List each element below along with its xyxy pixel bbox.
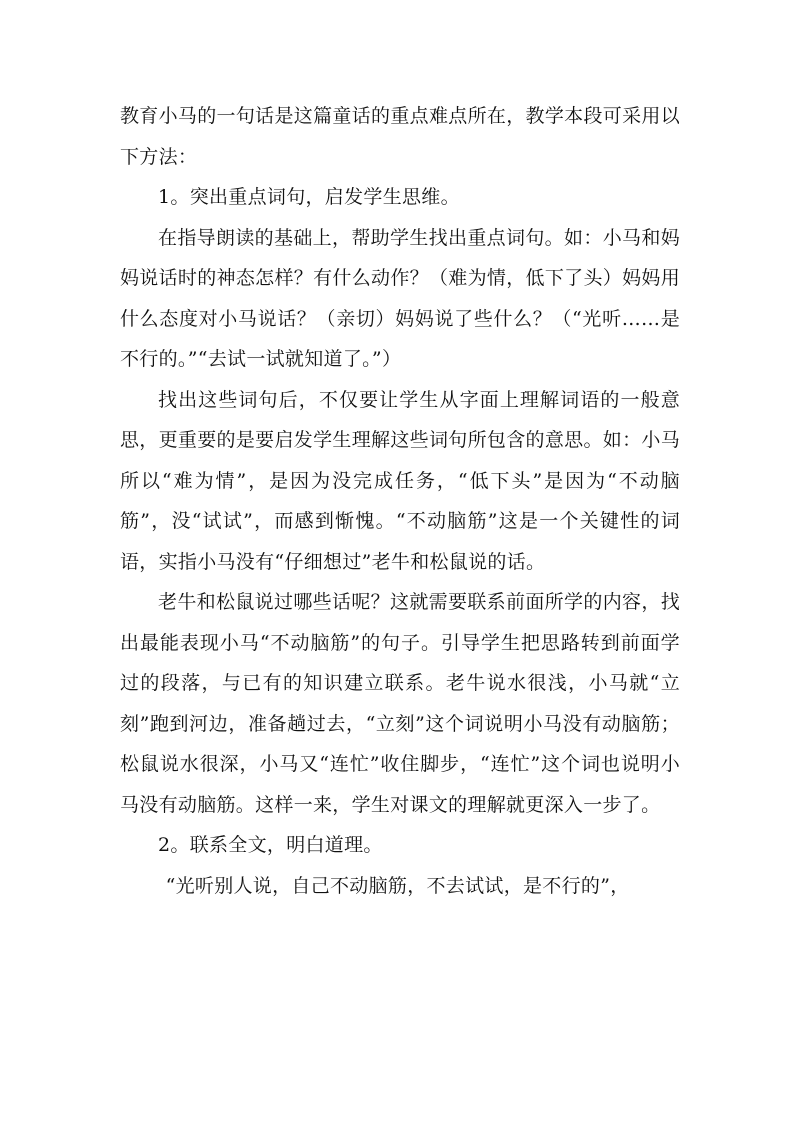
paragraph-method-1-heading: 1。突出重点词句，启发学生思维。 <box>158 186 460 208</box>
paragraph-context-link: 老牛和松鼠说过哪些话呢？这就需要联系前面所学的内容，找出最能表现小马“不动脑筋”的句子。引导学生把思路转到前面学过的段落，与已有的知识建立联系。老牛说水很浅，小马就“立刻”跑到河边，准备趟过去，“立刻”这个词说明小马没有动脑筋；松鼠说水很深，小马又“连忙”收住脚步，“连忙”这个词也说明小马没有动脑筋。这样一来，学生对课文的理解就更深入一步了。 <box>120 591 680 816</box>
paragraph-method-2-heading: 2。联系全文，明白道理。 <box>158 834 383 856</box>
document-body <box>120 96 680 906</box>
paragraph-intro: 教育小马的一句话是这篇童话的重点难点所在，教学本段可采用以下方法： <box>120 105 680 168</box>
paragraph-guided-reading: 在指导朗读的基础上，帮助学生找出重点词句。如：小马和妈妈说话时的神态怎样？有什么动作？（难为情，低下了头）妈妈用什么态度对小马说话？（亲切）妈妈说了些什么？（“光听……是不行的。”“去试一试就知道了。”） <box>120 226 680 370</box>
paragraph-quote: “光听别人说，自己不动脑筋，不去试试，是不行的”， <box>165 874 630 897</box>
paragraph-word-meaning: 找出这些词句后，不仅要让学生从字面上理解词语的一般意思，更重要的是要启发学生理解这些词句所包含的意思。如：小马所以“难为情”，是因为没完成任务，“低下头”是因为“不动脑筋”，没“试试”，而感到惭愧。“不动脑筋”这是一个关键性的词语，实指小马没有“仔细想过”老牛和松鼠说的话。 <box>120 388 680 573</box>
